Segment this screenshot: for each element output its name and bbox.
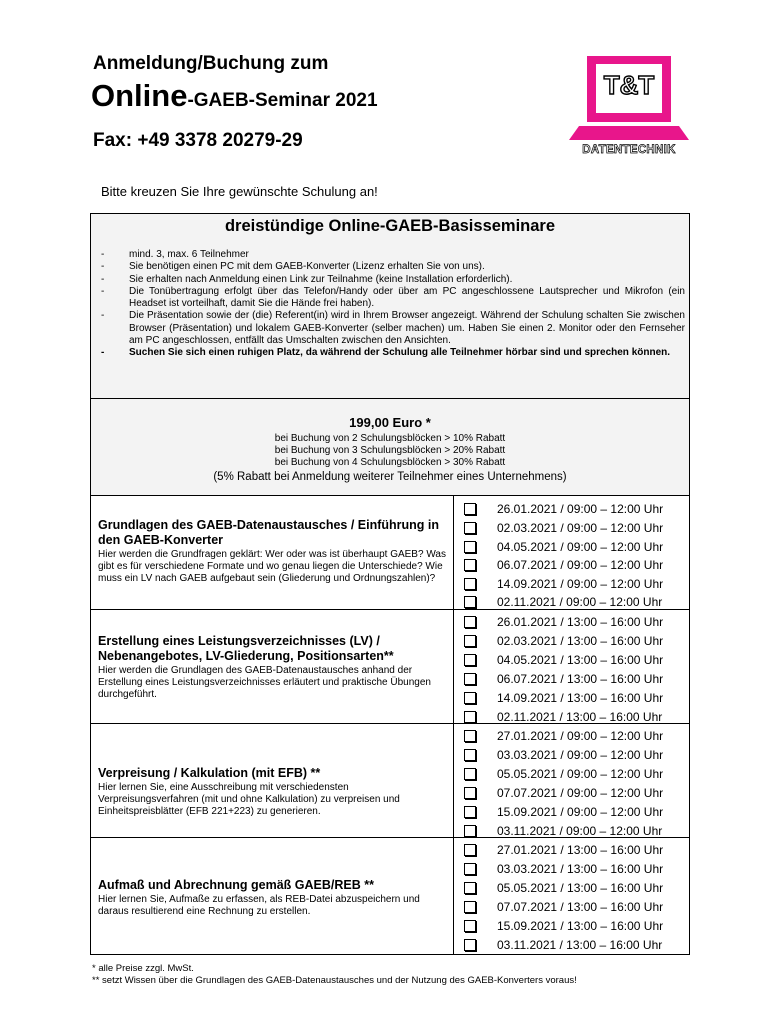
date-label: 07.07.2021 / 09:00 – 12:00 Uhr — [497, 786, 664, 800]
date-option[interactable] — [454, 632, 689, 651]
checkbox[interactable] — [464, 673, 476, 685]
date-label: 04.05.2021 / 13:00 – 16:00 Uhr — [497, 653, 664, 667]
seminar-dates — [454, 838, 689, 954]
date-label: 03.03.2021 / 13:00 – 16:00 Uhr — [497, 862, 664, 876]
date-option[interactable] — [454, 689, 689, 708]
checkbox[interactable] — [464, 541, 476, 553]
discount-item: bei Buchung von 4 Schulungsblöcken > 30% Rabatt — [274, 457, 506, 468]
checkbox[interactable] — [464, 825, 476, 837]
discount-item: bei Buchung von 2 Schulungsblöcken > 10% Rabatt — [274, 433, 506, 444]
checkbox[interactable] — [464, 654, 476, 666]
date-option[interactable] — [454, 519, 689, 538]
checkbox[interactable] — [464, 749, 476, 761]
checkbox[interactable] — [464, 882, 476, 894]
date-label: 03.11.2021 / 13:00 – 16:00 Uhr — [497, 938, 663, 952]
checkbox[interactable] — [464, 711, 476, 723]
date-label: 05.05.2021 / 13:00 – 16:00 Uhr — [497, 881, 664, 895]
footnote-prerequisite: ** setzt Wissen über die Grundlagen des GAEB-Datenaustausches und der Nutzung des GAEB-Konverters voraus! — [92, 975, 577, 986]
checkbox[interactable] — [464, 596, 476, 608]
seminar-block — [91, 610, 454, 724]
checkbox[interactable] — [464, 806, 476, 818]
price: 199,00 Euro * — [349, 415, 431, 430]
footnotes — [92, 963, 577, 987]
info-bullet: - Sie erhalten nach Anmeldung einen Link zur Teilnahme (keine Installation erforderlich). — [101, 274, 685, 286]
date-option[interactable] — [454, 841, 689, 860]
date-option[interactable] — [454, 936, 689, 955]
seminar-block — [91, 838, 454, 954]
seminar-title: Verpreisung / Kalkulation (mit EFB) ** — [98, 766, 321, 780]
discount-list — [91, 433, 689, 469]
discount-note: (5% Rabatt bei Anmeldung weiterer Teilnehmer eines Unternehmens) — [213, 471, 567, 483]
date-option[interactable] — [454, 500, 689, 519]
checkbox[interactable] — [464, 522, 476, 534]
heading-line2 — [91, 78, 378, 114]
checkbox[interactable] — [464, 939, 476, 951]
date-label: 03.11.2021 / 09:00 – 12:00 Uhr — [497, 824, 663, 838]
seminar-title: Aufmaß und Abrechnung gemäß GAEB/REB ** — [98, 878, 374, 892]
date-option[interactable] — [454, 746, 689, 765]
seminar-description: Hier werden die Grundfragen geklärt: Wer oder was ist überhaupt GAEB? Was gibt es für verschiedene Formate und wo genau liegen die Unterschiede? Wie muss ein LV nach GAEB aufgebaut sein (Gliederung und Ordnungszahlen)? — [98, 549, 446, 584]
info-bullet: - Suchen Sie sich einen ruhigen Platz, da während der Schulung alle Teilnehmer hörbar sind und sprechen können. — [101, 347, 685, 359]
date-label: 26.01.2021 / 09:00 – 12:00 Uhr — [497, 502, 664, 516]
checkbox[interactable] — [464, 863, 476, 875]
checkbox[interactable] — [464, 578, 476, 590]
info-title: dreistündige Online-GAEB-Basisseminare — [224, 217, 556, 235]
heading-seminar: -GAEB-Seminar 2021 — [187, 90, 378, 111]
fax-number: Fax: +49 3378 20279-29 — [93, 130, 303, 151]
date-label: 03.03.2021 / 09:00 – 12:00 Uhr — [497, 748, 664, 762]
date-label: 06.07.2021 / 09:00 – 12:00 Uhr — [497, 558, 664, 572]
checkbox[interactable] — [464, 692, 476, 704]
date-option[interactable] — [454, 917, 689, 936]
checkbox[interactable] — [464, 559, 476, 571]
date-option[interactable] — [454, 727, 689, 746]
seminar-description: Hier lernen Sie, Aufmaße zu erfassen, als REB-Datei abzuspeichern und daraus resultierend eine Rechnung zu erstellen. — [98, 894, 420, 917]
checkbox[interactable] — [464, 768, 476, 780]
checkbox[interactable] — [464, 635, 476, 647]
seminar-description: Hier lernen Sie, eine Ausschreibung mit verschiedensten Verpreisungsverfahren (mit und ohne Kalkulation) zu verpreisen und Einheitspreisblätter (EFB 221+223) zu generieren. — [98, 782, 400, 817]
seminar-block — [91, 724, 454, 838]
date-label: 05.05.2021 / 09:00 – 12:00 Uhr — [497, 767, 664, 781]
checkbox[interactable] — [464, 616, 476, 628]
seminar-title: Grundlagen des GAEB-Datenaustausches / Einführung in den GAEB-Konverter — [98, 518, 440, 547]
info-section — [91, 214, 689, 399]
seminar-description: Hier werden die Grundlagen des GAEB-Datenaustausches anhand der Erstellung eines Leistungsverzeichnisses erläutert und praktische Übungen durchgeführt. — [98, 665, 431, 700]
heading-line1: Anmeldung/Buchung zum — [93, 53, 329, 74]
date-label: 14.09.2021 / 09:00 – 12:00 Uhr — [497, 577, 664, 591]
pricing-section — [91, 399, 689, 496]
date-option[interactable] — [454, 613, 689, 632]
logo-subtitle: DATENTECHNIK — [582, 144, 676, 156]
checkbox[interactable] — [464, 901, 476, 913]
checkbox[interactable] — [464, 787, 476, 799]
date-option[interactable] — [454, 765, 689, 784]
date-label: 15.09.2021 / 09:00 – 12:00 Uhr — [497, 805, 664, 819]
info-bullet: - Sie benötigen einen PC mit dem GAEB-Konverter (Lizenz erhalten Sie von uns). — [101, 261, 685, 273]
date-option[interactable] — [454, 784, 689, 803]
checkbox[interactable] — [464, 844, 476, 856]
date-label: 26.01.2021 / 13:00 – 16:00 Uhr — [497, 615, 664, 629]
date-option[interactable] — [454, 803, 689, 822]
date-option[interactable] — [454, 879, 689, 898]
seminar-dates — [454, 496, 689, 610]
date-label: 02.03.2021 / 13:00 – 16:00 Uhr — [497, 634, 664, 648]
tt-datentechnik-logo — [565, 52, 695, 157]
info-bullet: - Die Tonübertragung erfolgt über das Telefon/Handy oder über am PC angeschlossene Lautsprecher und Mikrofon (ein Headset ist vorteilhaft, damit Sie die Hände frei haben). — [101, 286, 685, 311]
date-option[interactable] — [454, 670, 689, 689]
seminar-dates — [454, 724, 689, 838]
date-option[interactable] — [454, 651, 689, 670]
footnote-price: * alle Preise zzgl. MwSt. — [92, 963, 194, 974]
info-bullet: - Die Präsentation sowie der (die) Referent(in) wird in Ihrem Browser angezeigt. Während der Schulung schalten Sie zwischen Browser (Präsentation) und lokalem GAEB-Konverter (selber machen) um. Haben Sie einen 2. Monitor oder den Fernseher am PC angeschlossen, entfällt das Umschalten zwischen den Ansichten. — [101, 310, 685, 347]
discount-item: bei Buchung von 3 Schulungsblöcken > 20% Rabatt — [274, 445, 506, 456]
seminar-dates — [454, 610, 689, 724]
date-label: 02.11.2021 / 13:00 – 16:00 Uhr — [497, 710, 663, 724]
seminar-block — [91, 496, 454, 610]
date-label: 27.01.2021 / 13:00 – 16:00 Uhr — [497, 843, 664, 857]
date-label: 02.11.2021 / 09:00 – 12:00 Uhr — [497, 595, 663, 609]
date-label: 02.03.2021 / 09:00 – 12:00 Uhr — [497, 521, 664, 535]
date-option[interactable] — [454, 860, 689, 879]
heading-online: Online — [91, 78, 188, 113]
seminar-title: Erstellung eines Leistungsverzeichnisses (LV) / Nebenangebotes, LV-Gliederung, Positionsarten** — [98, 634, 394, 663]
date-label: 07.07.2021 / 13:00 – 16:00 Uhr — [497, 900, 664, 914]
date-label: 14.09.2021 / 13:00 – 16:00 Uhr — [497, 691, 664, 705]
checkbox[interactable] — [464, 503, 476, 515]
date-option[interactable] — [454, 556, 689, 575]
date-option[interactable] — [454, 538, 689, 557]
info-bullets — [101, 249, 685, 360]
date-option[interactable] — [454, 575, 689, 594]
date-label: 27.01.2021 / 09:00 – 12:00 Uhr — [497, 729, 664, 743]
intro-text: Bitte kreuzen Sie Ihre gewünschte Schulung an! — [101, 184, 378, 199]
registration-form — [90, 213, 690, 955]
logo-text: T&T — [603, 70, 655, 100]
date-label: 04.05.2021 / 09:00 – 12:00 Uhr — [497, 540, 664, 554]
date-label: 06.07.2021 / 13:00 – 16:00 Uhr — [497, 672, 664, 686]
checkbox[interactable] — [464, 730, 476, 742]
date-label: 15.09.2021 / 13:00 – 16:00 Uhr — [497, 919, 664, 933]
checkbox[interactable] — [464, 920, 476, 932]
date-option[interactable] — [454, 898, 689, 917]
info-bullet: - mind. 3, max. 6 Teilnehmer — [101, 249, 685, 261]
